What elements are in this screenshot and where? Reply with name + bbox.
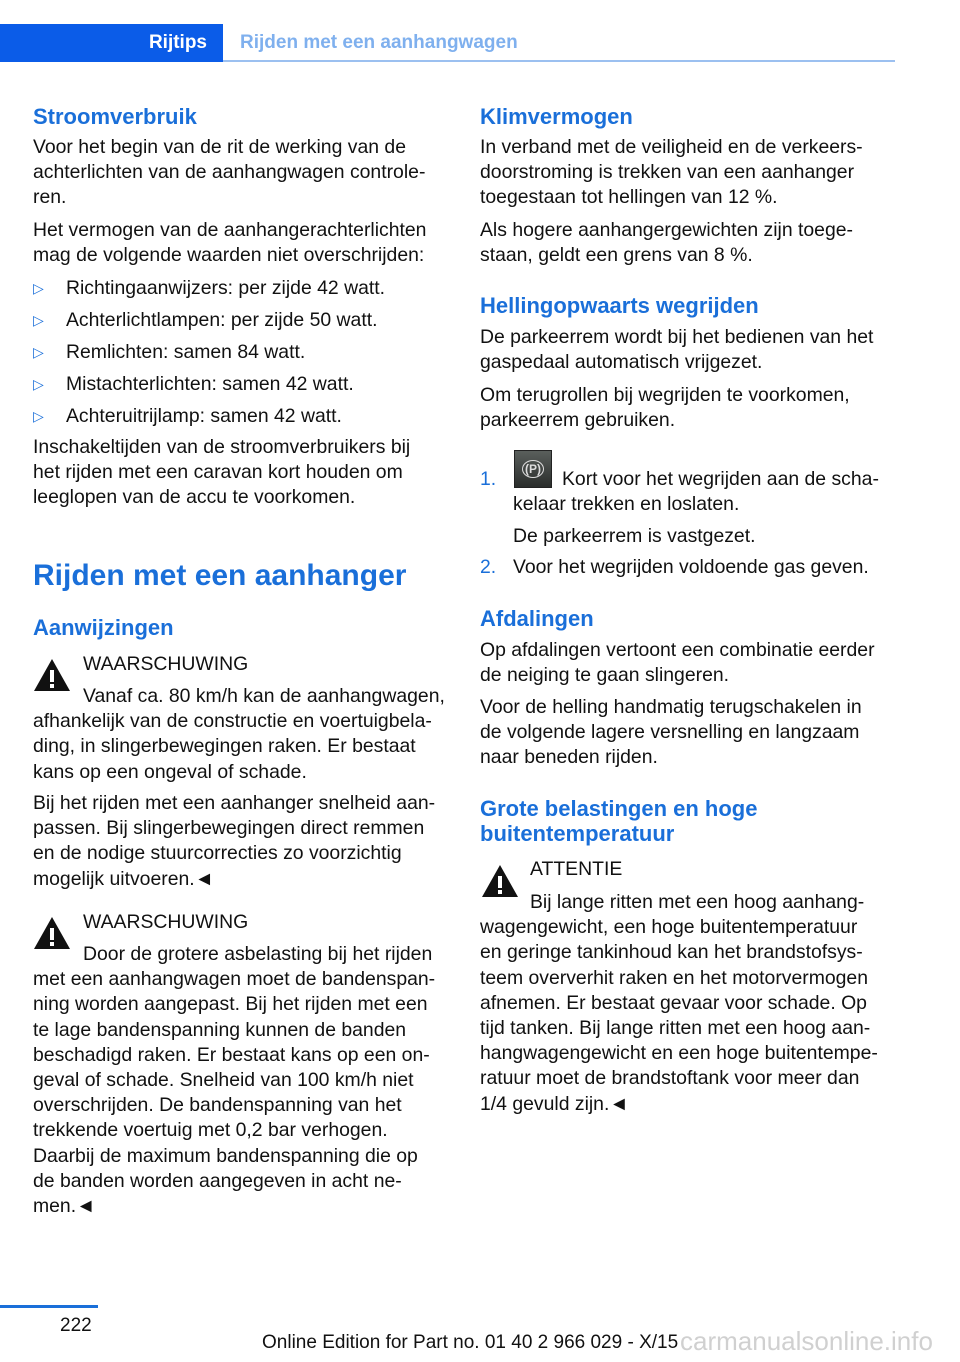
- warning-text: Door de grotere asbelasting bij het rijden met een aanhangwagen moet de bandenspan‐ ning worden aangepast. Bij het rijden met een te lage bandenspanning kunnen de banden beschadigd raken. Er bestaat kans op een on‐ geval of schade. Snelheid van 100 km/h niet overschrijden. De bandenspanning van het trekkende voertuig met 0,2 bar verhogen. Daarbij de maximum bandenspanning die op de banden worden aangegeven in acht ne‐ men.◄: [33, 943, 436, 1218]
- footer-rule: [0, 1305, 98, 1308]
- edition-text: Online Edition for Part no. 01 40 2 966 029 - X/15: [262, 1332, 679, 1353]
- paragraph: De parkeerrem wordt bij het bedienen van het gaspedaal automatisch vrijgezet.: [480, 326, 874, 374]
- warning-label: WAARSCHUWING: [83, 653, 249, 675]
- page-number: 222: [60, 1315, 92, 1336]
- list-item-text: Achteruitrijlamp: samen 42 watt.: [66, 405, 342, 427]
- paragraph: Als hogere aanhangergewichten zijn toege‐ staan, geldt een grens van 8 %.: [480, 219, 853, 267]
- list-item-text: Remlichten: samen 84 watt.: [66, 341, 306, 363]
- heading-aanwijzingen: Aanwijzingen: [33, 615, 174, 640]
- triangle-bullet-icon: ▷: [33, 344, 44, 360]
- triangle-bullet-icon: ▷: [33, 280, 44, 296]
- list-item-text: Richtingaanwijzers: per zijde 42 watt.: [66, 277, 386, 299]
- bullet-list: [33, 276, 385, 436]
- parking-brake-switch-icon: [514, 450, 552, 488]
- paragraph: Op afdalingen vertoont een combinatie eerder de neiging te gaan slingeren.: [480, 639, 875, 687]
- heading-stroomverbruik: Stroomverbruik: [33, 104, 197, 129]
- paragraph: Voor de helling handmatig terugschakelen in de volgende lagere versnelling en langzaam naar beneden rijden.: [480, 696, 862, 769]
- heading-klimvermogen: Klimvermogen: [480, 104, 633, 129]
- list-item: [33, 404, 385, 436]
- heading-hellingopwaarts: Hellingopwaarts wegrijden: [480, 293, 759, 318]
- list-item: [33, 276, 385, 308]
- parking-brake-symbol: (P): [522, 460, 544, 478]
- step-text: Kort voor het wegrijden aan de scha‐: [562, 468, 879, 490]
- list-item: [33, 340, 385, 372]
- list-item-text: Mistachterlichten: samen 42 watt.: [66, 373, 354, 395]
- section-tab: Rijtips: [0, 24, 223, 62]
- triangle-bullet-icon: ▷: [33, 312, 44, 328]
- list-item: [33, 308, 385, 340]
- header-rule: [223, 60, 895, 62]
- attention-text: Bij lange ritten met een hoog aanhang‐ wagengewicht, een hoge buitentemperatuur en geringe tankinhoud kan het brandstofsys‐ teem oververhit raken en het motorvermogen afnemen. Er bestaat gevaar voor schade. Op tijd tanken. Bij lange ritten met een hoog aan‐ hangwagengewicht en een hoge buitentempe‐ ratuur moet de brandstoftank voor meer dan 1/4 gevuld zijn.◄: [480, 891, 878, 1115]
- step-text: kelaar trekken en loslaten.: [513, 493, 740, 515]
- paragraph: Inschakeltijden van de stroomverbruikers bij het rijden met een caravan kort houden om leeglopen van de accu te voorkomen.: [33, 436, 411, 509]
- step-text: Voor het wegrijden voldoende gas geven.: [513, 556, 869, 578]
- warning-text: Bij het rijden met een aanhanger snelheid aan‐ passen. Bij slingerbewegingen direct remmen en de nodige stuurcorrecties zo voorzichtig mogelijk uitvoeren.◄: [33, 792, 436, 890]
- warning-text: Vanaf ca. 80 km/h kan de aanhangwagen, afhankelijk van de constructie en voertuigbela‐ ding, in slingerbewegingen raken. Er bestaat kans op een ongeval of schade.: [33, 685, 445, 783]
- paragraph: In verband met de veiligheid en de verkeers‐ doorstroming is trekken van een aanhanger toegestaan tot hellingen van 12 %.: [480, 136, 863, 209]
- list-item-text: Achterlichtlampen: per zijde 50 watt.: [66, 309, 378, 331]
- paragraph: Om terugrollen bij wegrijden te voorkomen, parkeerrem gebruiken.: [480, 384, 850, 432]
- attention-label: ATTENTIE: [530, 858, 623, 880]
- paragraph: Het vermogen van de aanhangerachterlichten mag de volgende waarden niet overschrijden:: [33, 219, 427, 267]
- step-number: 2.: [480, 556, 497, 578]
- warning-label: WAARSCHUWING: [83, 911, 249, 933]
- chapter-title: Rijden met een aanhangwagen: [240, 32, 518, 53]
- step-note: De parkeerrem is vastgezet.: [513, 525, 756, 547]
- paragraph: Voor het begin van de rit de werking van de achterlichten van de aanhangwagen controle‐ ren.: [33, 136, 426, 209]
- triangle-bullet-icon: ▷: [33, 376, 44, 392]
- step-number: 1.: [480, 468, 497, 490]
- heading-grote-belastingen: Grote belastingen en hoge buitentemperatuur: [480, 796, 758, 846]
- watermark: carmanualsonline.info: [680, 1326, 933, 1356]
- heading-rijden-met-aanhanger: Rijden met een aanhanger: [33, 559, 407, 592]
- heading-afdalingen: Afdalingen: [480, 606, 594, 631]
- triangle-bullet-icon: ▷: [33, 408, 44, 424]
- list-item: [33, 372, 385, 404]
